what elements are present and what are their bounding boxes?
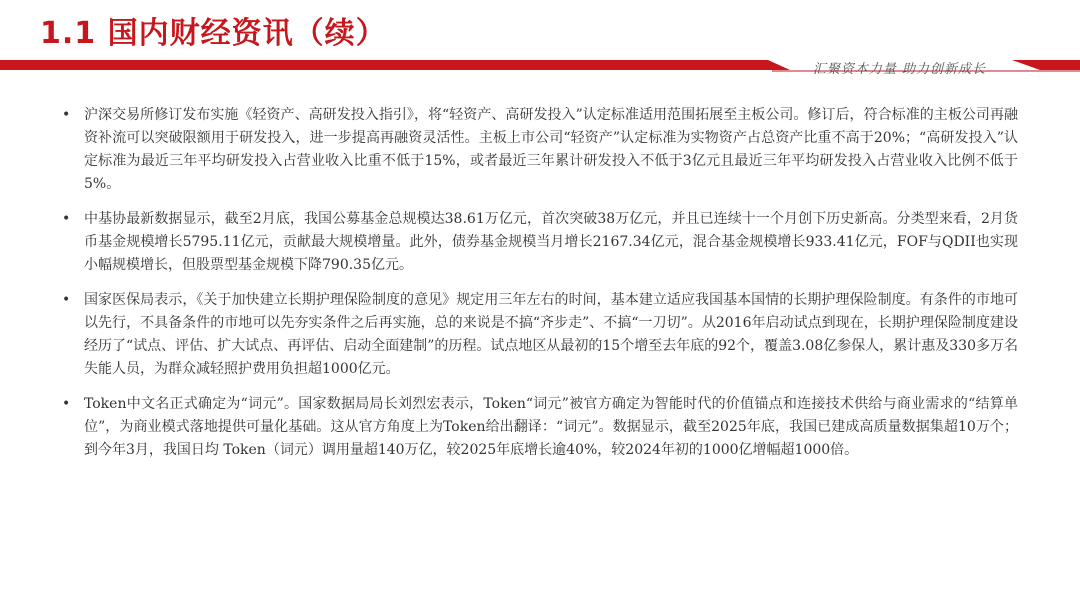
bullet-text: 国家医保局表示，《关于加快建立长期护理保险制度的意见》规定用三年左右的时间，基本建立适应我国基本国情的长期护理保险制度。有条件的市地可以先行，不具备条件的市地可以先夯实条件之后再实施，总的来说是不搞“齐步走”、不搞“一刀切”。从2016年启动试点到现在，长期护理保险制度建设经历了“试点、评估、扩大试点、再评估、启动全面建制”的历程。试点地区从最初的15个增至去年底的92个，覆盖3.08亿参保人，累计惠及330多万名失能人员，为群众减轻照护费用负担超1000亿元。 — [84, 292, 1018, 377]
news-bullet-item — [58, 289, 1018, 381]
bullet-dot-icon: • — [62, 211, 71, 227]
news-bullet-list — [58, 104, 1018, 474]
bullet-dot-icon: • — [62, 396, 71, 412]
bullet-text: 中基协最新数据显示，截至2月底，我国公募基金总规模达38.61万亿元，首次突破38万亿元，并且已连续十一个月创下历史新高。分类型来看，2月货币基金规模增长5795.11亿元，贡献最大规模增量。此外，债券基金规模当月增长2167.34亿元，混合基金规模增长933.41亿元，FOF与QDII也实现小幅规模增长，但股票型基金规模下降790.35亿元。 — [84, 211, 1018, 273]
slide-title: 1.1 国内财经资讯（续） — [40, 16, 387, 51]
header-right-accent — [1012, 60, 1080, 70]
news-bullet-item — [58, 208, 1018, 277]
bullet-dot-icon: • — [62, 292, 71, 308]
bullet-text: Token中文名正式确定为“词元”。国家数据局局长刘烈宏表示，Token“词元”被官方确定为智能时代的价值锚点和连接技术供给与商业需求的“结算单位”，为商业模式落地提供可量化基础。这从官方角度上为Token给出翻译：“词元”。数据显示，截至2025年底，我国已建成高质量数据集超10万个；到今年3月，我国日均 Token（词元）调用量超140万亿，较2025年底增长逾40%，较2024年初的1000亿增幅超1000倍。 — [84, 396, 1018, 458]
bullet-text: 沪深交易所修订发布实施《轻资产、高研发投入指引》，将“轻资产、高研发投入”认定标准适用范围拓展至主板公司。修订后，符合标准的主板公司再融资补流可以突破限额用于研发投入，进一步提高再融资灵活性。主板上市公司“轻资产”认定标准为实物资产占总资产比重不高于20%；“高研发投入”认定标准为最近三年平均研发投入占营业收入比重不低于15%，或者最近三年累计研发投入不低于3亿元且最近三年平均研发投入占营业收入比例不低于5%。 — [84, 107, 1018, 192]
header-red-bar — [0, 60, 790, 70]
slogan: 汇聚资本力量 助力创新成长 — [812, 62, 986, 77]
news-bullet-item — [58, 104, 1018, 196]
bullet-dot-icon: • — [62, 107, 71, 123]
news-bullet-item — [58, 393, 1018, 462]
